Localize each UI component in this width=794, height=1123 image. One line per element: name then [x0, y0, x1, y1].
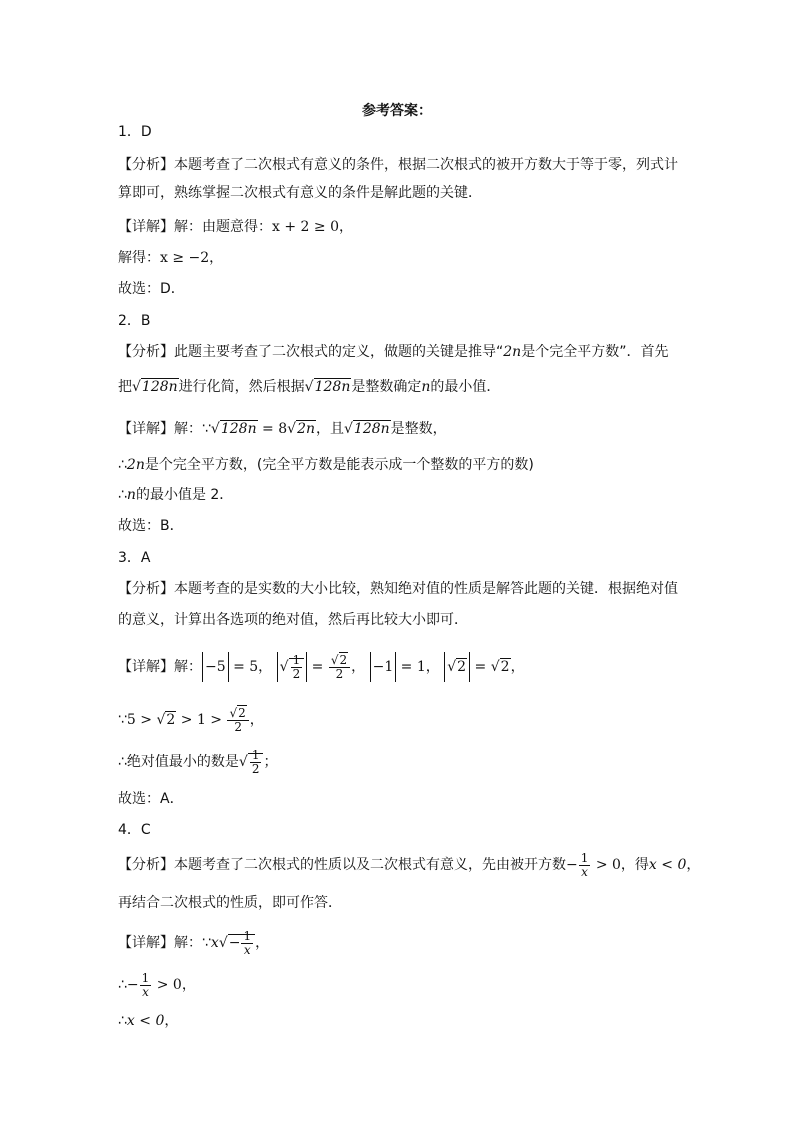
numerator: 1: [141, 970, 150, 985]
numerator: 1: [251, 747, 260, 762]
text: 是整数，: [390, 421, 447, 437]
fraction: $\frac{√2}{2}$: [227, 707, 248, 734]
choice-2: 故选：B．: [118, 518, 184, 534]
radicand: 2: [339, 652, 348, 667]
math-expr: −: [228, 935, 241, 951]
detail-2-line-1: [118, 419, 447, 439]
text: ∴: [118, 977, 127, 993]
math-expr: = 8: [257, 421, 288, 437]
text: 的最小值．: [430, 379, 501, 395]
radicand: 128n: [220, 421, 257, 437]
radicand: 128n: [314, 379, 351, 395]
denominator: 2: [234, 719, 242, 734]
math-expr: 5 >: [126, 712, 157, 728]
math-expr: 2n: [126, 457, 145, 473]
text: ，: [164, 1013, 179, 1029]
sqrt-expr: √128n: [132, 379, 178, 395]
sqrt-expr: √ $\frac{1}{2}$: [280, 652, 305, 682]
radicand: 2: [500, 659, 510, 675]
radicand: 2: [457, 659, 467, 675]
math-expr: =: [470, 659, 491, 675]
fraction: [579, 852, 591, 879]
numerator: 1: [580, 850, 589, 865]
answer-4-label: 4．C: [118, 822, 151, 838]
text: 【分析】本题考查了二次根式的性质以及二次根式有意义，先由被开方数: [118, 857, 566, 873]
text: ∴: [118, 487, 127, 503]
answer-3-label: 3．A: [118, 550, 151, 566]
math-expr: n: [126, 487, 136, 503]
math-expr: −: [126, 977, 139, 993]
radicand: 2n: [297, 421, 315, 437]
math-expr: > 0: [591, 857, 621, 873]
sqrt-expr: √2: [156, 712, 176, 728]
text: 解得：: [118, 250, 160, 266]
analysis-4-line-1: [118, 850, 700, 880]
detail-3-line-1: [118, 652, 525, 682]
sqrt-expr: √2n: [287, 421, 315, 437]
analysis-3-line-1: 【分析】本题考查的是实数的大小比较，熟知绝对值的性质是解答此题的关键．根据绝对值: [118, 581, 678, 597]
text: ，且: [316, 421, 344, 437]
text: 进行化简，然后根据: [178, 379, 305, 395]
abs-expr: −5: [202, 652, 229, 682]
math-expr: n: [421, 379, 431, 395]
detail-3-line-3: [118, 747, 277, 777]
denominator: x: [243, 942, 251, 957]
math-expr: x < 0: [126, 1013, 165, 1029]
abs-expr: [444, 652, 470, 682]
text: ，: [510, 659, 525, 675]
math-expr: = 5，: [228, 659, 273, 675]
math-expr: > 1 >: [176, 712, 227, 728]
choice-3: 故选：A．: [118, 791, 184, 807]
sqrt-expr: √128n: [210, 421, 257, 437]
analysis-2-line-2: [118, 377, 500, 397]
text: 是个完全平方数”．首先: [521, 344, 669, 360]
text: ；: [263, 754, 278, 770]
math-expr: 2n: [503, 344, 522, 360]
numerator: 1: [243, 928, 252, 943]
analysis-4-line-2: 再结合二次根式的性质，即可作答．: [118, 895, 342, 911]
math-expr: x: [210, 935, 219, 951]
text: ，: [338, 219, 353, 235]
denominator: 2: [251, 761, 260, 776]
denominator: x: [142, 984, 149, 999]
math-expr: x ≥ −2: [160, 250, 210, 266]
fraction: [140, 972, 152, 999]
sqrt-expr: √128n: [304, 379, 351, 395]
sqrt-expr: √ $\frac{1}{2}$: [239, 747, 264, 777]
analysis-1-line-2: 算即可，熟练掌握二次根式有意义的条件是解此题的关键．: [118, 185, 482, 201]
math-expr: = 1，: [396, 659, 440, 675]
radicand: 2: [238, 705, 246, 720]
sqrt-expr: √128n: [344, 421, 390, 437]
text: ，: [686, 857, 701, 873]
sqrt-expr: √2: [490, 659, 510, 675]
abs-expr: −1: [370, 652, 397, 682]
text: 【详解】解：∵: [118, 935, 211, 951]
text: ，: [249, 712, 264, 728]
text: ，得: [620, 857, 649, 873]
text: 把: [118, 379, 132, 395]
detail-2-line-3: [118, 485, 233, 505]
sqrt-expr: √− $\frac{1}{x}$: [219, 928, 255, 958]
detail-3-line-2: [118, 705, 264, 735]
radicand: 128n: [141, 379, 178, 395]
text: 【详解】解：: [118, 659, 202, 675]
detail-1-line-1: [118, 217, 353, 237]
radicand: 2: [166, 712, 176, 728]
text: ，: [255, 935, 270, 951]
denominator: 2: [335, 666, 344, 681]
detail-4-line-2: [118, 970, 196, 1000]
math-expr: > 0，: [152, 977, 196, 993]
text: ，: [351, 659, 366, 675]
radicand: 128n: [353, 421, 390, 437]
denominator: x: [581, 864, 588, 879]
text: 是个完全平方数，(完全平方数是能表示成一个整数的平方的数): [144, 457, 534, 473]
denominator: 2: [292, 666, 301, 681]
analysis-2-line-1: [118, 342, 668, 362]
math-expr: −: [566, 857, 578, 873]
math-expr: =: [307, 659, 328, 675]
answer-2-label: 2．B: [118, 313, 151, 329]
sqrt-expr: √2: [447, 659, 467, 675]
analysis-1-line-1: 【分析】本题考查了二次根式有意义的条件，根据二次根式的被开方数大于等于零，列式计: [118, 157, 678, 173]
text: ∵: [118, 712, 127, 728]
abs-expr: [277, 652, 308, 682]
detail-4-line-3: [118, 1011, 178, 1031]
text: ，: [209, 250, 224, 266]
choice-1: 故选：D．: [118, 281, 185, 297]
math-expr: x + 2 ≥ 0: [272, 219, 339, 235]
detail-2-line-2: [118, 455, 534, 475]
fraction: $\frac{√2}{2}$: [329, 654, 350, 681]
text: 【详解】解：∵: [118, 421, 211, 437]
text: 是整数确定: [351, 379, 422, 395]
detail-1-line-2: [118, 248, 223, 268]
text: 【详解】解：由题意得：: [118, 219, 272, 235]
page-title: 参考答案：: [362, 103, 432, 119]
answer-1-label: 1．D: [118, 124, 152, 140]
text: ∴: [118, 457, 127, 473]
math-expr: x < 0: [648, 857, 687, 873]
text: ∴: [118, 1013, 127, 1029]
numerator: 1: [292, 652, 301, 667]
detail-4-line-1: [118, 928, 269, 958]
text: 的最小值是 2．: [135, 487, 234, 503]
text: ∴绝对值最小的数是: [118, 754, 239, 770]
analysis-3-line-2: 的意义，计算出各选项的绝对值，然后再比较大小即可．: [118, 612, 468, 628]
text: 【分析】此题主要考查了二次根式的定义，做题的关键是推导“: [118, 344, 504, 360]
